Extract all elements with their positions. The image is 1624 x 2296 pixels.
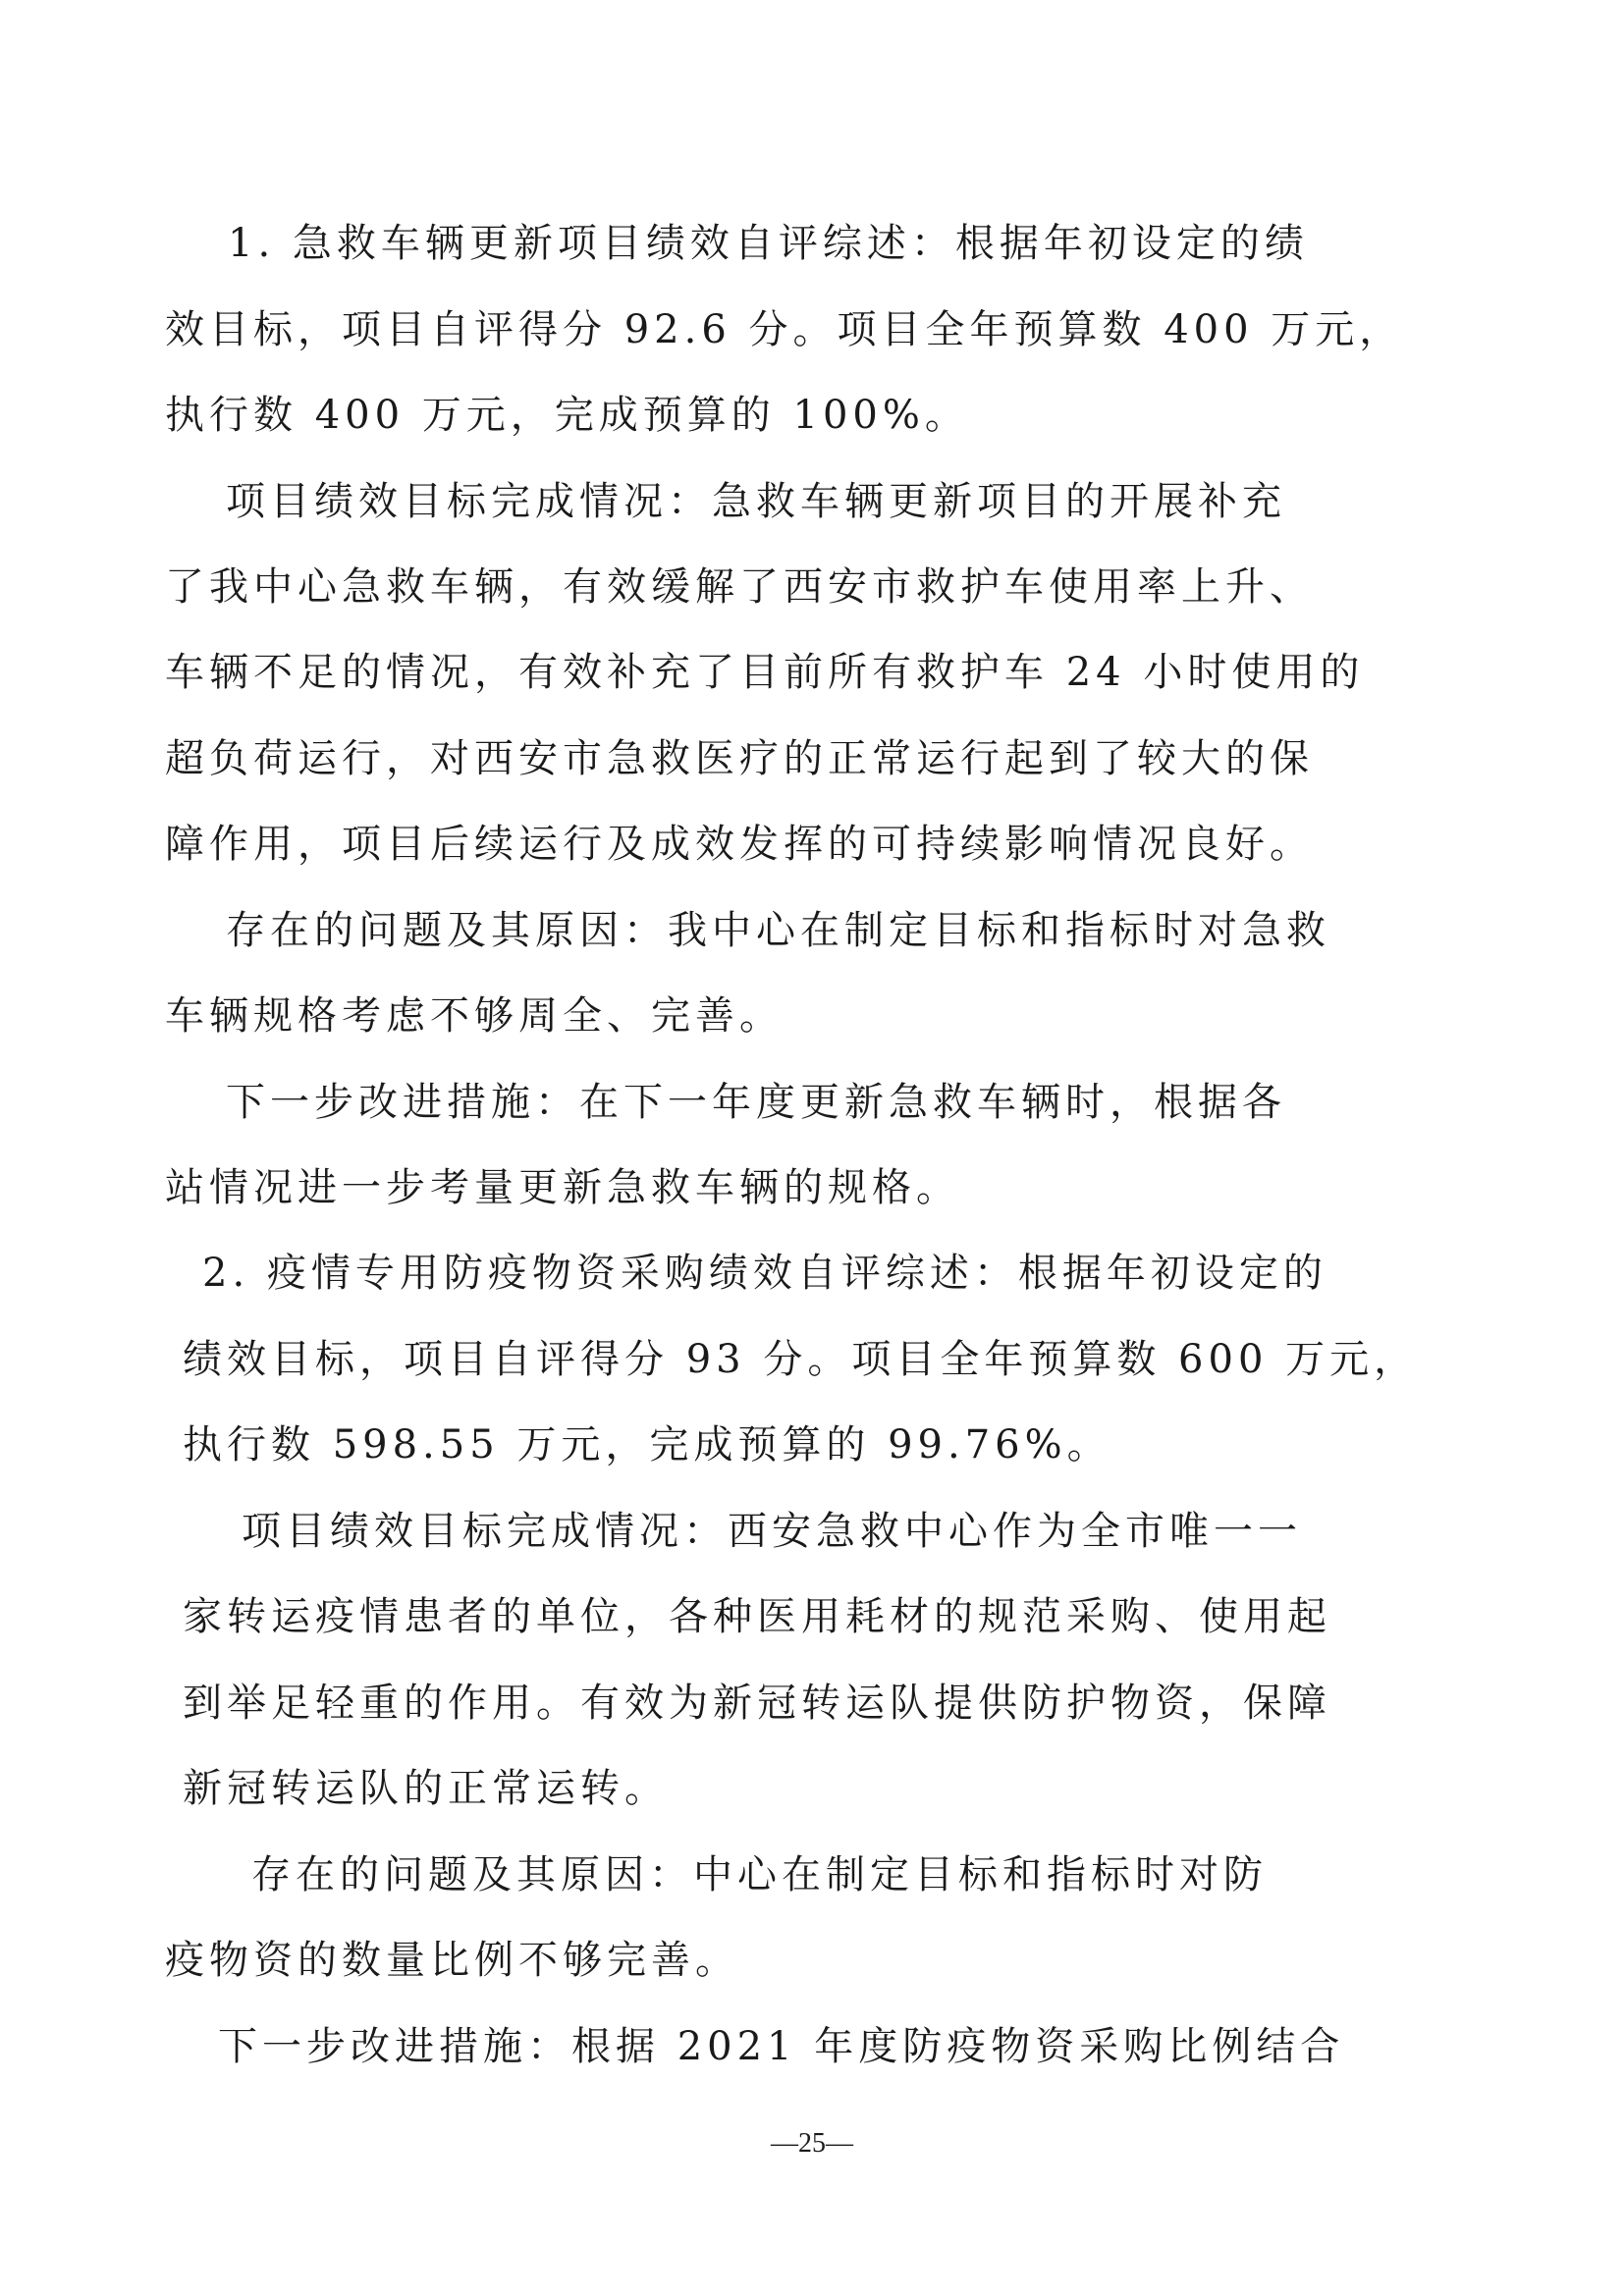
text-line: 障作用，项目后续运行及成效发挥的可持续影响情况良好。: [165, 822, 1314, 867]
text-line: 1. 急救车辆更新项目绩效自评综述：根据年初设定的绩: [228, 221, 1309, 266]
text-line: 效目标，项目自评得分 92.6 分。项目全年预算数 400 万元，: [165, 307, 1404, 352]
text-line: 下一步改进措施：在下一年度更新急救车辆时，根据各: [226, 1080, 1286, 1125]
text-line: 存在的问题及其原因：中心在制定目标和指标时对防: [251, 1852, 1268, 1897]
text-line: 车辆不足的情况，有效补充了目前所有救护车 24 小时使用的: [165, 650, 1365, 695]
text-line: 疫物资的数量比例不够完善。: [165, 1938, 739, 1983]
text-line: 存在的问题及其原因：我中心在制定目标和指标时对急救: [226, 908, 1330, 953]
text-line: 到举足轻重的作用。有效为新冠转运队提供防护物资，保障: [183, 1681, 1331, 1726]
text-line: 车辆规格考虑不够周全、完善。: [165, 993, 784, 1039]
page-number: —25—: [771, 2128, 853, 2159]
text-line: 2. 疫情专用防疫物资采购绩效自评综述：根据年初设定的: [202, 1251, 1327, 1296]
text-line: 了我中心急救车辆，有效缓解了西安市救护车使用率上升、: [165, 564, 1314, 610]
text-line: 项目绩效目标完成情况：西安急救中心作为全市唯一一: [242, 1509, 1302, 1554]
text-line: 超负荷运行，对西安市急救医疗的正常运行起到了较大的保: [165, 736, 1314, 781]
text-line: 站情况进一步考量更新急救车辆的规格。: [165, 1165, 960, 1210]
text-line: 执行数 400 万元，完成预算的 100%。: [165, 393, 969, 438]
text-line: 家转运疫情患者的单位，各种医用耗材的规范采购、使用起: [183, 1594, 1331, 1639]
text-line: 执行数 598.55 万元，完成预算的 99.76%。: [183, 1422, 1111, 1468]
text-line: 绩效目标，项目自评得分 93 分。项目全年预算数 600 万元，: [183, 1337, 1419, 1382]
text-line: 项目绩效目标完成情况：急救车辆更新项目的开展补充: [226, 479, 1286, 524]
text-line: 下一步改进措施：根据 2021 年度防疫物资采购比例结合: [218, 2024, 1345, 2069]
text-line: 新冠转运队的正常运转。: [183, 1766, 669, 1811]
